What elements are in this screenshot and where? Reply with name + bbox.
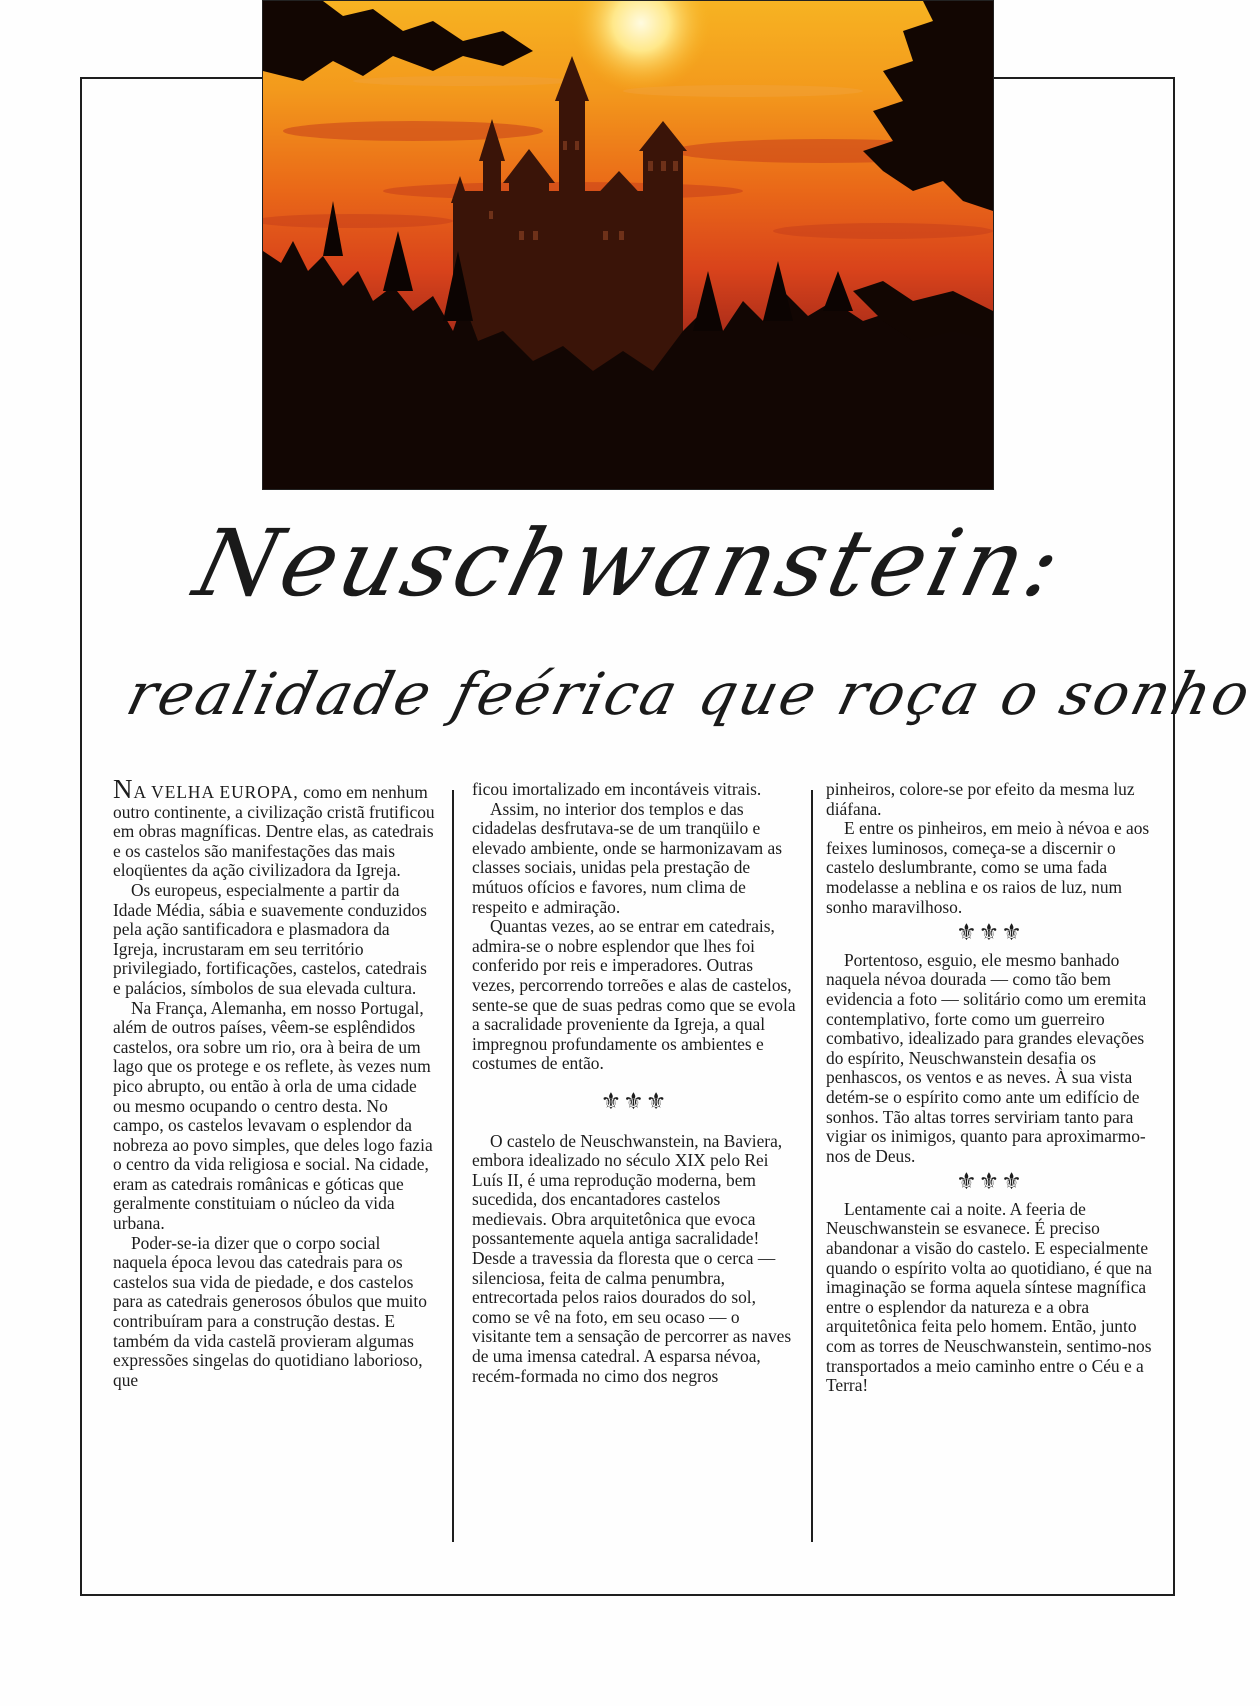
article-subtitle: realidade feérica que roça o sonho	[120, 660, 1260, 728]
article-title: Neuschwanstein:	[184, 510, 1076, 617]
paragraph-text: como em nenhum outro continente, a civilização cristã frutificou em obras magníficas. Dentre elas, as catedrais e os castelos são manifestações das mais eloqüentes da ação civilizadora da Igreja.	[113, 782, 435, 881]
text-column-2	[472, 780, 797, 1386]
paragraph: Lentamente cai a noite. A feeria de Neuschwanstein se esvanece. É preciso abandonar a visão do castelo. E especialmente quando o espírito volta ao quotidiano, é que na imaginação se forma aquela síntese magnífica entre o esplendor da natureza e a obra arquitetônica feita pelo homem. Então, junto com as torres de Neuschwanstein, sentimo-nos transportados a meio caminho entre o Céu e a Terra!	[826, 1198, 1152, 1396]
paragraph: Portentoso, esguio, ele mesmo banhado naquela névoa dourada — como tão bem evidencia a foto — solitário como um eremita contemplativo, forte como um guerreiro combativo, idealizado para grandes elevações do espírito, Neuschwanstein desafia os penhascos, os ventos e as neves. À sua vista detém-se o espírito como ante um edifício de sonhos. Tão altas torres serviriam tanto para vigiar os inimigos, quanto para aproximarmo-nos de Deus.	[826, 949, 1147, 1166]
castle-photo	[262, 0, 994, 490]
fleur-de-lis-ornament: ⚜⚜⚜	[956, 1169, 1024, 1195]
paragraph: pinheiros, colore-se por efeito da mesma luz diáfana.	[826, 779, 1135, 819]
text-column-1	[113, 774, 435, 1390]
paragraph: O castelo de Neuschwanstein, na Baviera, embora idealizado no século XIX pelo Rei Luís II, é uma reprodução moderna, bem sucedida, dos encantadores castelos medievais. Obra arquitetônica que evoca possantemente aquela antiga sacralidade! Desde a travessia da floresta que o cerca — silenciosa, feita de calma penumbra, entrecortada pelos raios dourados do sol, como se vê na foto, em seu ocaso — o visitante tem a sensação de percorrer as naves de uma imensa catedral. A esparsa névoa, recém-formada no cimo dos negros	[472, 1130, 792, 1386]
paragraph: Os europeus, especialmente a partir da Idade Média, sábia e suavemente conduzidos pela ação santificadora e plasmadora da Igreja, incrustaram em seu território privilegiado, fortificações, castelos, catedrais e palácios, símbolos de sua elevada cultura.	[113, 879, 427, 998]
lead-in: A VELHA EUROPA,	[133, 782, 299, 802]
fleur-de-lis-ornament: ⚜⚜⚜	[600, 1088, 669, 1114]
paragraph: Assim, no interior dos templos e das cidadelas desfrutava-se de um tranqüilo e elevado ambiente, onde se harmonizavam as classes sociais, unidas pela prestação de mútuos ofícios e favores, num clima de respeito e admiração.	[472, 798, 783, 917]
column-divider	[452, 790, 454, 1542]
drop-cap: N	[113, 774, 134, 804]
paragraph: Poder-se-ia dizer que o corpo social naquela época levou das catedrais para os castelos sua vida de piedade, e dos castelos para as catedrais generosos óbulos que muito contribuíram para a construção destas. E também da vida castelã provieram algumas expressões singelas do quotidiano laborioso, que	[113, 1232, 427, 1390]
column-divider	[811, 790, 813, 1542]
paragraph: Quantas vezes, ao se entrar em catedrais, admira-se o nobre esplendor que lhes foi conferido por reis e imperadores. Outras vezes, percorrendo torreões e alas de castelos, sente-se que de suas pedras como que se evola a sacralidade proveniente da Igreja, a qual impregnou profundamente os ambientes e costumes de então.	[472, 916, 796, 1074]
paragraph: E entre os pinheiros, em meio à névoa e aos feixes luminosos, começa-se a discernir o castelo deslumbrante, como se uma fada modelasse a neblina e os raios de luz, num sonho maravilhoso.	[826, 818, 1150, 917]
paragraph: Na França, Alemanha, em nosso Portugal, além de outros países, vêem-se esplêndidos castelos, ora sobre um rio, ora à beira de um lago que os protege e os reflete, às vezes num pico abrupto, ou então à orla de uma cidade ou mesmo ocupando o centro desta. No campo, os castelos levavam o esplendor da nobreza ao povo simples, que deles logo fazia o centro da vida religiosa e social. Na cidade, eram as catedrais românicas e góticas que geralmente constituiam o núcleo da vida urbana.	[113, 997, 433, 1234]
castle-photo-illustration	[263, 1, 993, 489]
paragraph: ficou imortalizado em incontáveis vitrais.	[472, 779, 762, 799]
text-column-3	[826, 780, 1154, 1396]
fleur-de-lis-ornament: ⚜⚜⚜	[956, 920, 1024, 946]
paragraph	[113, 774, 435, 881]
